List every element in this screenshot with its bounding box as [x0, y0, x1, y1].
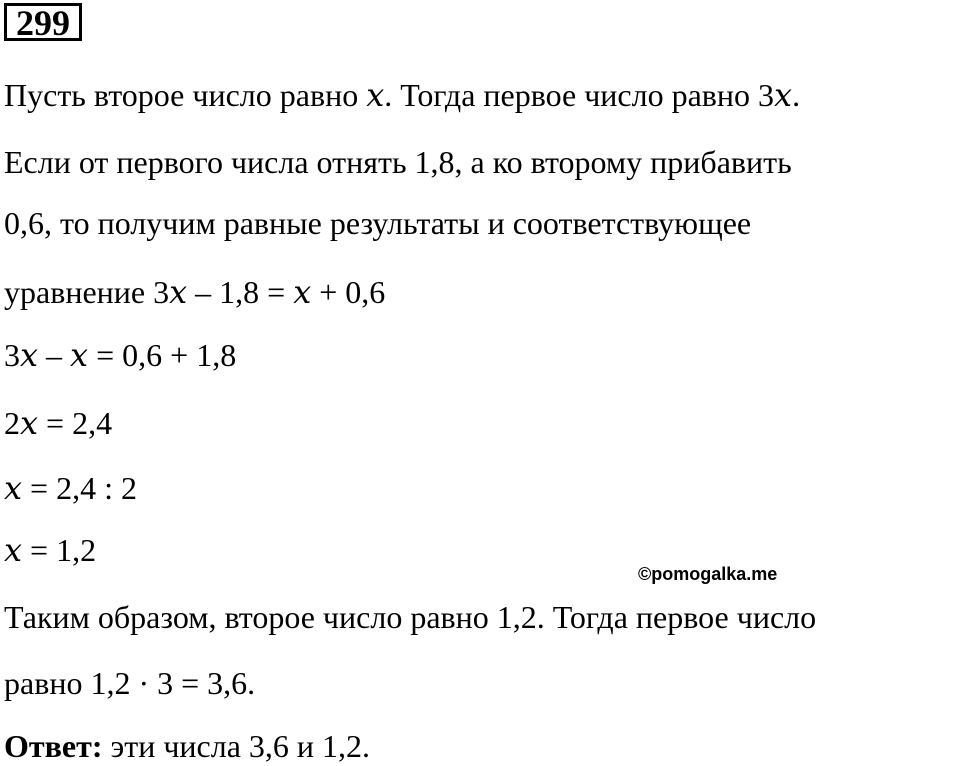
line-conclusion-continued: равно 1,2 · 3 = 3,6.	[4, 665, 256, 701]
answer-text: эти числа 3,6 и 1,2.	[102, 728, 371, 764]
line-answer	[4, 726, 370, 766]
text-segment: . Тогда первое число равно 3	[384, 77, 775, 113]
line-conclusion: Таким образом, второе число равно 1,2. Тогда первое число	[4, 599, 817, 635]
text-segment: = 2,4	[38, 405, 113, 441]
text-segment: = 0,6 + 1,8	[88, 337, 237, 373]
text-segment: = 2,4 : 2	[22, 470, 137, 506]
line-condition-continued: 0,6, то получим равные результаты и соответствующее	[4, 205, 752, 241]
math-variable: x	[774, 76, 793, 114]
line-step-1	[4, 335, 236, 375]
math-variable: x	[293, 273, 312, 311]
text-segment: уравнение 3	[4, 274, 170, 310]
math-variable: x	[20, 336, 39, 374]
line-condition: Если от первого числа отнять 1,8, а ко второму прибавить	[4, 144, 792, 180]
answer-label: Ответ:	[4, 728, 103, 764]
text-segment: 2	[4, 405, 20, 441]
math-variable: x	[4, 531, 23, 569]
text-segment: –	[38, 337, 71, 373]
math-variable: x	[20, 404, 39, 442]
line-step-2	[4, 403, 112, 443]
math-variable: x	[70, 336, 89, 374]
math-variable: x	[4, 469, 23, 507]
watermark: ©pomogalka.me	[638, 564, 778, 584]
text-segment: Пусть второе число равно	[4, 77, 367, 113]
text-segment: – 1,8 =	[187, 274, 294, 310]
text-segment: = 1,2	[22, 532, 97, 568]
text-segment: .	[792, 77, 801, 113]
line-equation	[4, 272, 385, 312]
line-step-3	[4, 468, 137, 508]
math-variable: x	[169, 273, 188, 311]
text-segment: + 0,6	[311, 274, 386, 310]
line-step-4	[4, 530, 96, 570]
task-number-badge: 299	[4, 3, 82, 41]
line-intro	[4, 75, 800, 115]
text-segment: 3	[4, 337, 20, 373]
math-variable: x	[366, 76, 385, 114]
